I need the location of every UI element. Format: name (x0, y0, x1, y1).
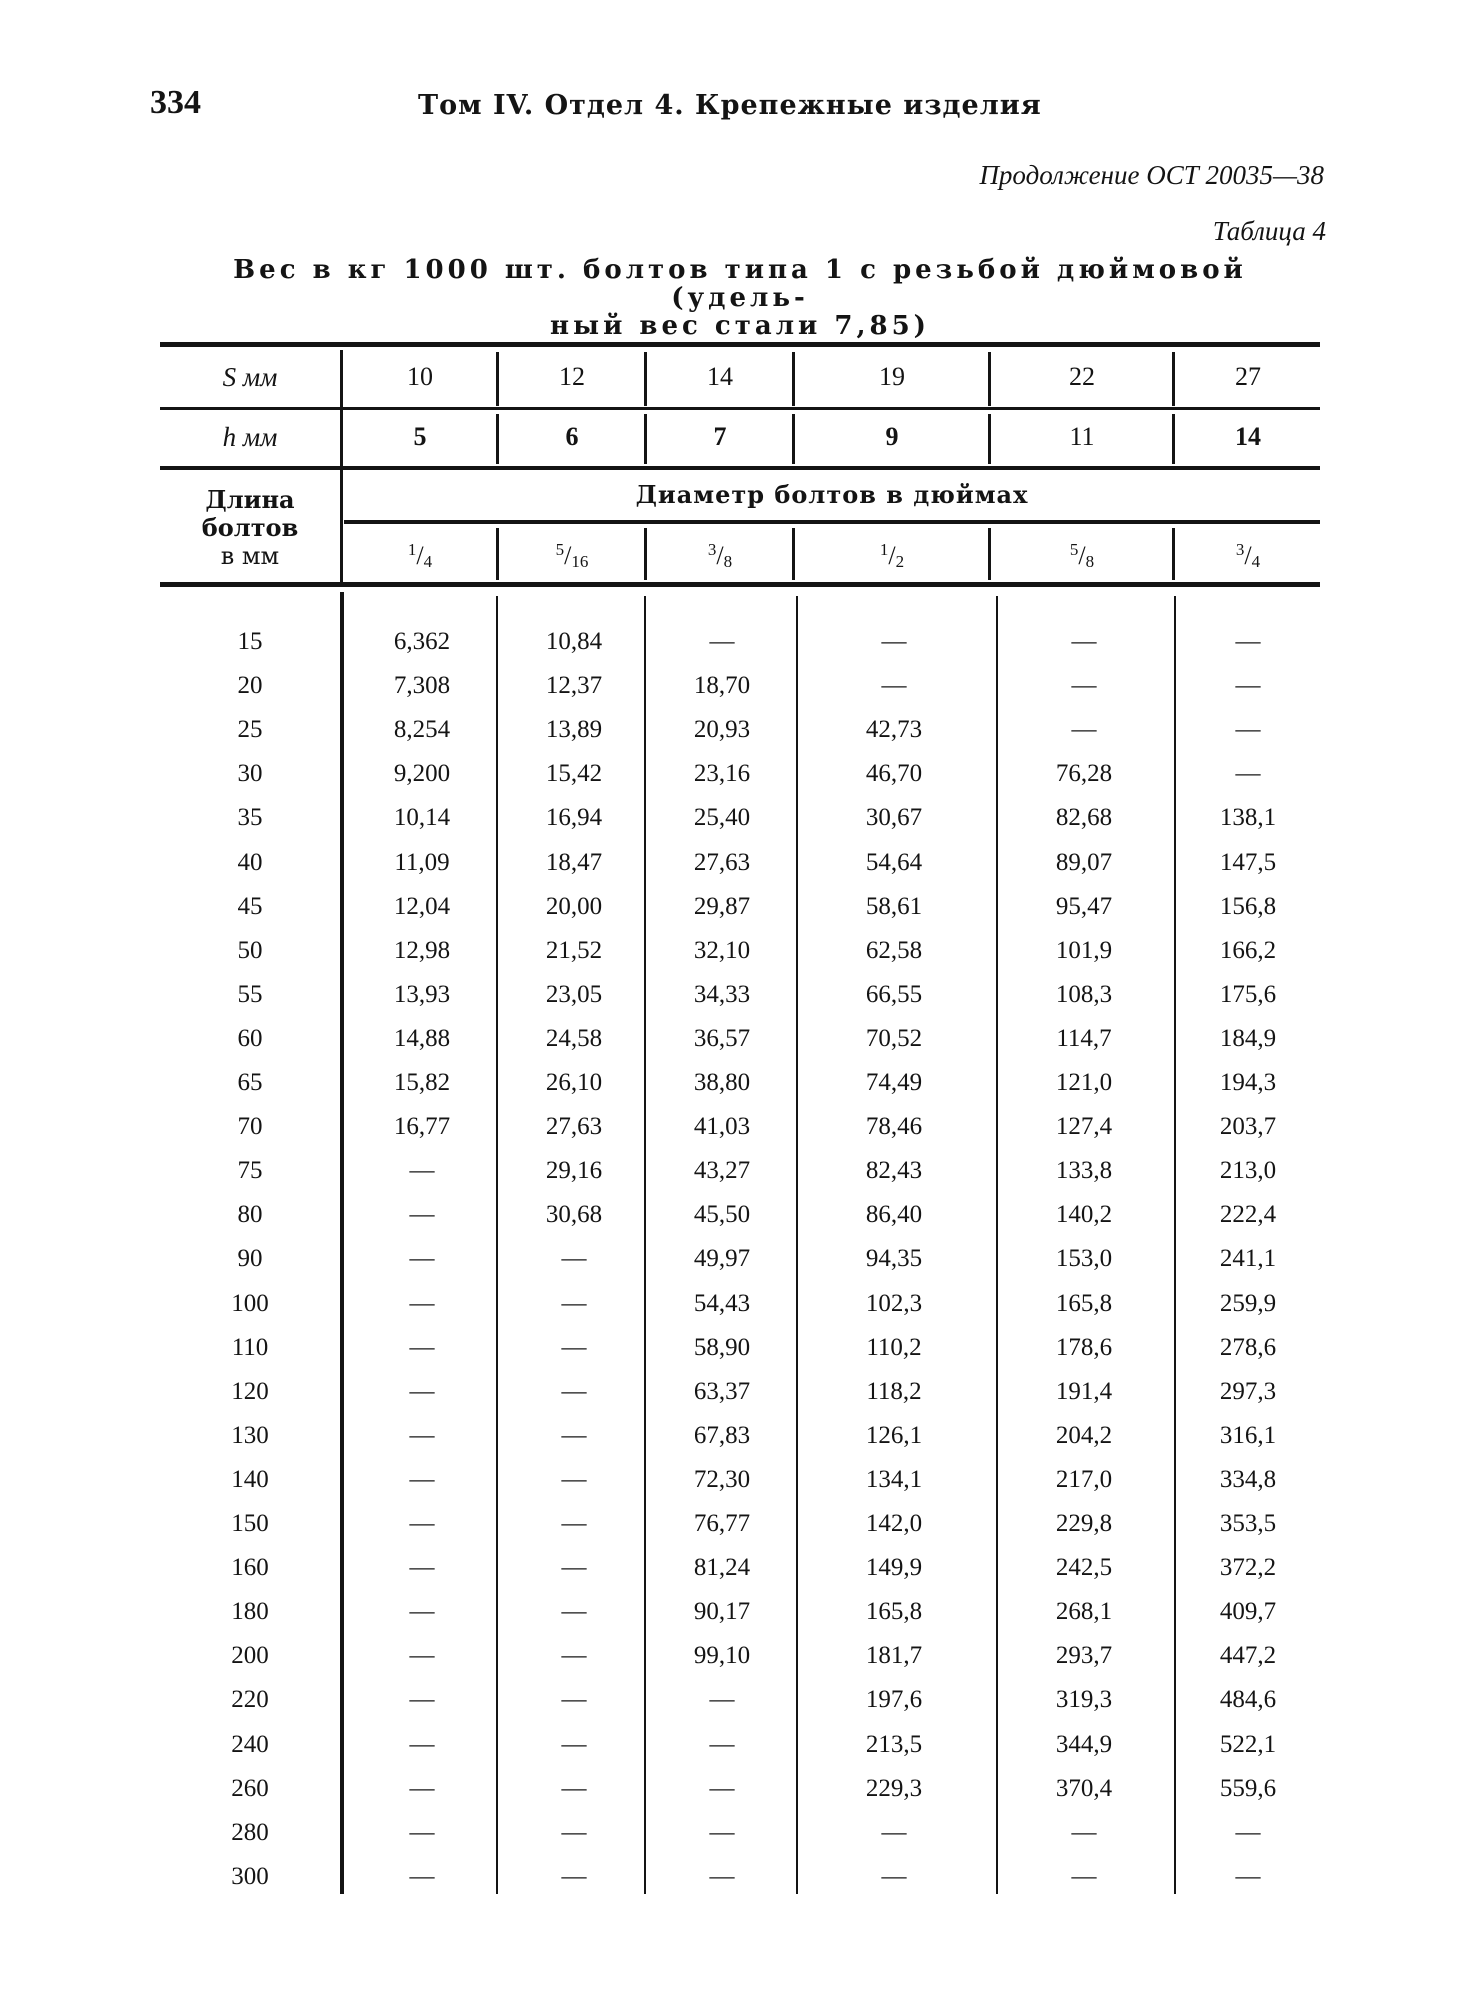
weight-cell: — (1071, 1863, 1097, 1890)
table-row (160, 1422, 1320, 1466)
weight-cell: 78,46 (865, 1113, 923, 1140)
header-bottom-rule (160, 582, 1320, 587)
h-value: 9 (885, 422, 899, 451)
weight-cell: — (409, 1642, 435, 1669)
s-value: 14 (707, 362, 733, 391)
weight-cell: 156,8 (1219, 893, 1277, 920)
table-row (160, 672, 1320, 716)
row-length-cell: 50 (237, 937, 263, 964)
weight-cell: — (1235, 760, 1261, 787)
table-top-rule (160, 342, 1320, 347)
table-row (160, 1334, 1320, 1378)
weight-cell: 344,9 (1055, 1731, 1113, 1758)
weight-cell: 213,0 (1219, 1157, 1277, 1184)
diameter-fraction: $^3/_8$ (707, 540, 733, 571)
weight-cell: 16,77 (393, 1113, 451, 1140)
weight-cell: 34,33 (693, 981, 751, 1008)
weight-cell: — (561, 1466, 587, 1493)
weight-cell: 13,93 (393, 981, 451, 1008)
weight-cell: 16,94 (545, 804, 603, 831)
row-length-cell: 55 (237, 981, 263, 1008)
weight-cell: — (709, 1819, 735, 1846)
table-row (160, 1554, 1320, 1598)
weight-cell: — (409, 1598, 435, 1625)
weight-cell: 72,30 (693, 1466, 751, 1493)
weight-cell: 101,9 (1055, 937, 1113, 964)
weight-cell: — (1071, 672, 1097, 699)
weight-cell: — (409, 1378, 435, 1405)
s-value: 22 (1069, 362, 1095, 391)
weight-cell: 522,1 (1219, 1731, 1277, 1758)
row-length-cell: 220 (231, 1686, 269, 1713)
weight-cell: — (709, 1731, 735, 1758)
table-row (160, 1069, 1320, 1113)
s-row-label: S мм (222, 362, 278, 392)
weight-cell: 114,7 (1056, 1025, 1112, 1052)
col-divider-4 (988, 352, 991, 406)
s-value: 12 (559, 362, 585, 391)
length-header-line-3: в мм (220, 542, 280, 570)
col-divider-4-h (988, 414, 991, 464)
weight-cell: 11,09 (394, 849, 450, 876)
weight-cell: 63,37 (693, 1378, 751, 1405)
weight-cell: 165,8 (865, 1598, 923, 1625)
weight-cell: 184,9 (1219, 1025, 1277, 1052)
col-divider-1 (496, 352, 499, 406)
weight-cell: — (561, 1686, 587, 1713)
length-header-line-1: Длина (205, 485, 295, 514)
row-length-cell: 130 (231, 1422, 269, 1449)
weight-cell: 142,0 (865, 1510, 923, 1537)
weight-cell: — (561, 1731, 587, 1758)
weight-cell: 54,64 (865, 849, 923, 876)
weight-cell: — (709, 1863, 735, 1890)
weight-cell: 74,49 (865, 1069, 923, 1096)
col-divider-3-h (792, 414, 795, 464)
weight-cell: 102,3 (865, 1290, 923, 1317)
weight-cell: 26,10 (545, 1069, 603, 1096)
weight-cell: 20,00 (545, 893, 603, 920)
weight-cell: 217,0 (1055, 1466, 1113, 1493)
table-row (160, 1245, 1320, 1289)
weight-cell: — (561, 1775, 587, 1802)
table-row (160, 1025, 1320, 1069)
weight-cell: — (561, 1554, 587, 1581)
weight-cell: — (409, 1245, 435, 1272)
h-row-rule (160, 466, 1320, 470)
table-row (160, 1466, 1320, 1510)
weight-cell: — (409, 1201, 435, 1228)
table-row (160, 1201, 1320, 1245)
weight-cell: 30,68 (545, 1201, 603, 1228)
weight-cell: 67,83 (693, 1422, 751, 1449)
weight-cell: 54,43 (693, 1290, 751, 1317)
table-row (160, 1290, 1320, 1334)
weight-cell: 372,2 (1219, 1554, 1277, 1581)
col-divider-1-h (496, 414, 499, 464)
weight-cell: 319,3 (1055, 1686, 1113, 1713)
weight-cell: 194,3 (1219, 1069, 1277, 1096)
page-number: 334 (150, 84, 201, 121)
weight-cell: — (409, 1863, 435, 1890)
weight-cell: 197,6 (865, 1686, 923, 1713)
weight-cell: 293,7 (1055, 1642, 1113, 1669)
weight-cell: — (409, 1819, 435, 1846)
weight-cell: — (409, 1157, 435, 1184)
table-row (160, 628, 1320, 672)
weight-cell: 118,2 (866, 1378, 922, 1405)
weight-cell: — (881, 672, 907, 699)
col-divider-3 (792, 352, 795, 406)
diameter-rule (344, 520, 1320, 524)
weight-cell: — (1235, 672, 1261, 699)
weight-cell: 76,28 (1055, 760, 1113, 787)
row-length-cell: 240 (231, 1731, 269, 1758)
weight-cell: — (409, 1334, 435, 1361)
h-value: 11 (1069, 422, 1095, 451)
col-divider-5-d (1172, 528, 1175, 580)
diameter-fraction: $^3/_4$ (1235, 540, 1261, 571)
weight-cell: 76,77 (693, 1510, 751, 1537)
weight-cell: 241,1 (1219, 1245, 1277, 1272)
table-row (160, 1863, 1320, 1907)
weight-cell: 70,52 (865, 1025, 923, 1052)
weight-cell: — (561, 1642, 587, 1669)
weight-cell: — (561, 1819, 587, 1846)
col-divider-2-d (644, 528, 647, 580)
weight-cell: 8,254 (393, 716, 451, 743)
weight-cell: 181,7 (865, 1642, 923, 1669)
weight-cell: — (409, 1290, 435, 1317)
weight-cell: — (561, 1245, 587, 1272)
continuation-note: Продолжение ОСТ 20035—38 (979, 160, 1324, 190)
weight-cell: 126,1 (865, 1422, 923, 1449)
row-length-cell: 35 (237, 804, 263, 831)
weight-cell: 409,7 (1219, 1598, 1277, 1625)
row-length-cell: 65 (237, 1069, 263, 1096)
row-length-cell: 45 (237, 893, 263, 920)
weight-cell: 147,5 (1219, 849, 1277, 876)
row-length-cell: 70 (237, 1113, 263, 1140)
weight-cell: 86,40 (865, 1201, 923, 1228)
weight-cell: 484,6 (1219, 1686, 1277, 1713)
weight-cell: — (881, 628, 907, 655)
weight-cell: — (561, 1422, 587, 1449)
weight-cell: — (409, 1510, 435, 1537)
weight-cell: 149,9 (865, 1554, 923, 1581)
row-length-cell: 80 (237, 1201, 263, 1228)
weight-cell: — (409, 1422, 435, 1449)
weight-cell: 99,10 (693, 1642, 751, 1669)
weight-cell: — (709, 1686, 735, 1713)
row-length-cell: 75 (237, 1157, 263, 1184)
weight-cell: 45,50 (693, 1201, 751, 1228)
label-divider (340, 350, 343, 582)
caption-line-2: ный вес стали 7,85) (549, 311, 930, 341)
weight-cell: 242,5 (1055, 1554, 1113, 1581)
weight-cell: 6,362 (393, 628, 451, 655)
weight-cell: 24,58 (545, 1025, 603, 1052)
weight-cell: 29,16 (545, 1157, 603, 1184)
s-value: 10 (407, 362, 433, 391)
table-caption (160, 256, 1320, 340)
row-length-cell: 200 (231, 1642, 269, 1669)
weight-cell: 203,7 (1219, 1113, 1277, 1140)
table-row (160, 1775, 1320, 1819)
weight-cell: 58,90 (693, 1334, 751, 1361)
weight-cell: 30,67 (865, 804, 923, 831)
h-value: 14 (1235, 422, 1261, 451)
weight-cell: 23,16 (693, 760, 751, 787)
weight-cell: 121,0 (1055, 1069, 1113, 1096)
weight-cell: 559,6 (1219, 1775, 1277, 1802)
row-length-cell: 180 (231, 1598, 269, 1625)
weight-cell: 38,80 (693, 1069, 751, 1096)
weight-cell: 191,4 (1055, 1378, 1113, 1405)
table-row (160, 760, 1320, 804)
table-row (160, 893, 1320, 937)
weight-cell: — (561, 1863, 587, 1890)
weight-cell: 165,8 (1055, 1290, 1113, 1317)
weight-cell: 166,2 (1219, 937, 1277, 964)
weight-cell: — (409, 1775, 435, 1802)
row-length-cell: 20 (237, 672, 263, 699)
diameter-fraction: $^1/_4$ (407, 540, 433, 571)
weight-cell: — (561, 1334, 587, 1361)
weight-cell: 229,8 (1055, 1510, 1113, 1537)
table-row (160, 1378, 1320, 1422)
row-length-cell: 260 (231, 1775, 269, 1802)
col-divider-3-d (792, 528, 795, 580)
weight-cell: 10,84 (545, 628, 603, 655)
row-length-cell: 100 (231, 1290, 269, 1317)
weight-cell: 36,57 (693, 1025, 751, 1052)
weight-cell: — (1071, 716, 1097, 743)
weight-cell: 175,6 (1219, 981, 1277, 1008)
weight-cell: 32,10 (693, 937, 751, 964)
weight-cell: 18,70 (693, 672, 751, 699)
col-divider-5 (1172, 352, 1175, 406)
weight-cell: 82,43 (865, 1157, 923, 1184)
weight-cell: — (1235, 716, 1261, 743)
table-row (160, 1731, 1320, 1775)
row-length-cell: 150 (231, 1510, 269, 1537)
weight-cell: 12,98 (393, 937, 451, 964)
row-length-cell: 140 (231, 1466, 269, 1493)
weight-cell: 66,55 (865, 981, 923, 1008)
weight-cell: 7,308 (393, 672, 451, 699)
row-length-cell: 40 (237, 849, 263, 876)
weight-cell: 204,2 (1055, 1422, 1113, 1449)
weight-cell: — (409, 1686, 435, 1713)
weight-cell: 46,70 (865, 760, 923, 787)
weight-cell: — (561, 1510, 587, 1537)
row-length-cell: 110 (231, 1334, 269, 1361)
weight-cell: 316,1 (1219, 1422, 1277, 1449)
weight-cell: 10,14 (393, 804, 451, 831)
weight-cell: 14,88 (393, 1025, 451, 1052)
diameter-fraction: $^5/_8$ (1069, 540, 1095, 571)
weight-cell: 153,0 (1055, 1245, 1113, 1272)
weight-cell: — (881, 1863, 907, 1890)
weight-cell: 20,93 (693, 716, 751, 743)
weight-cell: 353,5 (1219, 1510, 1277, 1537)
weight-cell: — (1235, 1863, 1261, 1890)
weight-cell: 13,89 (545, 716, 603, 743)
table-row (160, 937, 1320, 981)
weight-cell: — (709, 628, 735, 655)
weight-cell: 138,1 (1219, 804, 1277, 831)
weight-cell: 15,42 (545, 760, 603, 787)
row-length-cell: 60 (237, 1025, 263, 1052)
row-length-cell: 280 (231, 1819, 269, 1846)
table-row (160, 1819, 1320, 1863)
diameter-fraction: $^1/_2$ (879, 540, 905, 571)
weight-cell: — (409, 1731, 435, 1758)
table-row (160, 981, 1320, 1025)
h-row-label: h мм (222, 422, 278, 452)
weight-cell: — (1235, 1819, 1261, 1846)
weight-cell: 25,40 (693, 804, 751, 831)
table-row (160, 1642, 1320, 1686)
weight-cell: 15,82 (393, 1069, 451, 1096)
weight-cell: — (1235, 628, 1261, 655)
weight-cell: 18,47 (545, 849, 603, 876)
table-row (160, 716, 1320, 760)
weight-cell: 268,1 (1055, 1598, 1113, 1625)
caption-line-1: Вес в кг 1000 шт. болтов типа 1 с резьбой дюймовой (удель- (233, 255, 1247, 313)
weight-cell: 178,6 (1055, 1334, 1113, 1361)
table-row (160, 1157, 1320, 1201)
weight-cell: 49,97 (693, 1245, 751, 1272)
weight-cell: 127,4 (1055, 1113, 1113, 1140)
table-row (160, 804, 1320, 848)
weight-cell: 213,5 (865, 1731, 923, 1758)
weight-cell: 27,63 (693, 849, 751, 876)
weight-cell: 21,52 (545, 937, 603, 964)
h-value: 7 (713, 422, 727, 451)
row-length-cell: 300 (231, 1863, 269, 1890)
table-row (160, 1686, 1320, 1730)
weight-cell: 133,8 (1055, 1157, 1113, 1184)
weight-cell: 12,04 (393, 893, 451, 920)
h-value: 5 (413, 422, 427, 451)
table-row (160, 849, 1320, 893)
length-header-line-2: болтов (201, 513, 299, 542)
weight-cell: 108,3 (1055, 981, 1113, 1008)
row-length-cell: 30 (237, 760, 263, 787)
weight-cell: 90,17 (693, 1598, 751, 1625)
weight-cell: — (709, 1775, 735, 1802)
s-row-rule (160, 407, 1320, 410)
table-label: Таблица 4 (1212, 216, 1326, 246)
weight-cell: 42,73 (865, 716, 923, 743)
col-divider-2-h (644, 414, 647, 464)
weight-cell: — (409, 1466, 435, 1493)
col-divider-5-h (1172, 414, 1175, 464)
table-row (160, 1113, 1320, 1157)
length-column-header (160, 486, 340, 570)
weight-cell: 278,6 (1219, 1334, 1277, 1361)
weight-cell: 297,3 (1219, 1378, 1277, 1405)
weight-cell: 89,07 (1055, 849, 1113, 876)
weight-cell: — (561, 1378, 587, 1405)
col-divider-4-d (988, 528, 991, 580)
weight-cell: 222,4 (1219, 1201, 1277, 1228)
row-length-cell: 160 (231, 1554, 269, 1581)
weight-cell: 9,200 (393, 760, 451, 787)
weight-cell: — (1071, 628, 1097, 655)
weight-cell: 134,1 (865, 1466, 923, 1493)
s-value: 19 (879, 362, 905, 391)
weight-cell: 229,3 (865, 1775, 923, 1802)
weight-cell: 95,47 (1055, 893, 1113, 920)
weight-cell: 259,9 (1219, 1290, 1277, 1317)
weight-cell: 27,63 (545, 1113, 603, 1140)
weight-cell: — (881, 1819, 907, 1846)
row-length-cell: 15 (237, 628, 263, 655)
weight-cell: 334,8 (1219, 1466, 1277, 1493)
weight-cell: — (1071, 1819, 1097, 1846)
weight-cell: 94,35 (865, 1245, 923, 1272)
table-row (160, 1598, 1320, 1642)
weight-cell: — (409, 1554, 435, 1581)
weight-cell: 110,2 (866, 1334, 922, 1361)
weight-cell: 41,03 (693, 1113, 751, 1140)
weight-cell: 62,58 (865, 937, 923, 964)
col-divider-2 (644, 352, 647, 406)
h-value: 6 (565, 422, 579, 451)
weight-cell: 58,61 (865, 893, 923, 920)
weight-cell: 81,24 (693, 1554, 751, 1581)
s-value: 27 (1235, 362, 1261, 391)
weight-cell: — (561, 1290, 587, 1317)
weight-cell: 23,05 (545, 981, 603, 1008)
weight-cell: — (561, 1598, 587, 1625)
row-length-cell: 25 (237, 716, 263, 743)
weight-cell: 140,2 (1055, 1201, 1113, 1228)
weight-cell: 370,4 (1055, 1775, 1113, 1802)
weight-cell: 82,68 (1055, 804, 1113, 831)
table-row (160, 1510, 1320, 1554)
diameter-fraction: $^5/_{16}$ (555, 540, 589, 571)
row-length-cell: 90 (237, 1245, 263, 1272)
col-divider-1-d (496, 528, 499, 580)
running-head: Том IV. Отдел 4. Крепежные изделия (418, 90, 1042, 121)
weight-cell: 447,2 (1219, 1642, 1277, 1669)
weight-cell: 29,87 (693, 893, 751, 920)
weight-cell: 43,27 (693, 1157, 751, 1184)
weight-cell: 12,37 (545, 672, 603, 699)
row-length-cell: 120 (231, 1378, 269, 1405)
diameter-header: Диаметр болтов в дюймах (635, 480, 1029, 509)
